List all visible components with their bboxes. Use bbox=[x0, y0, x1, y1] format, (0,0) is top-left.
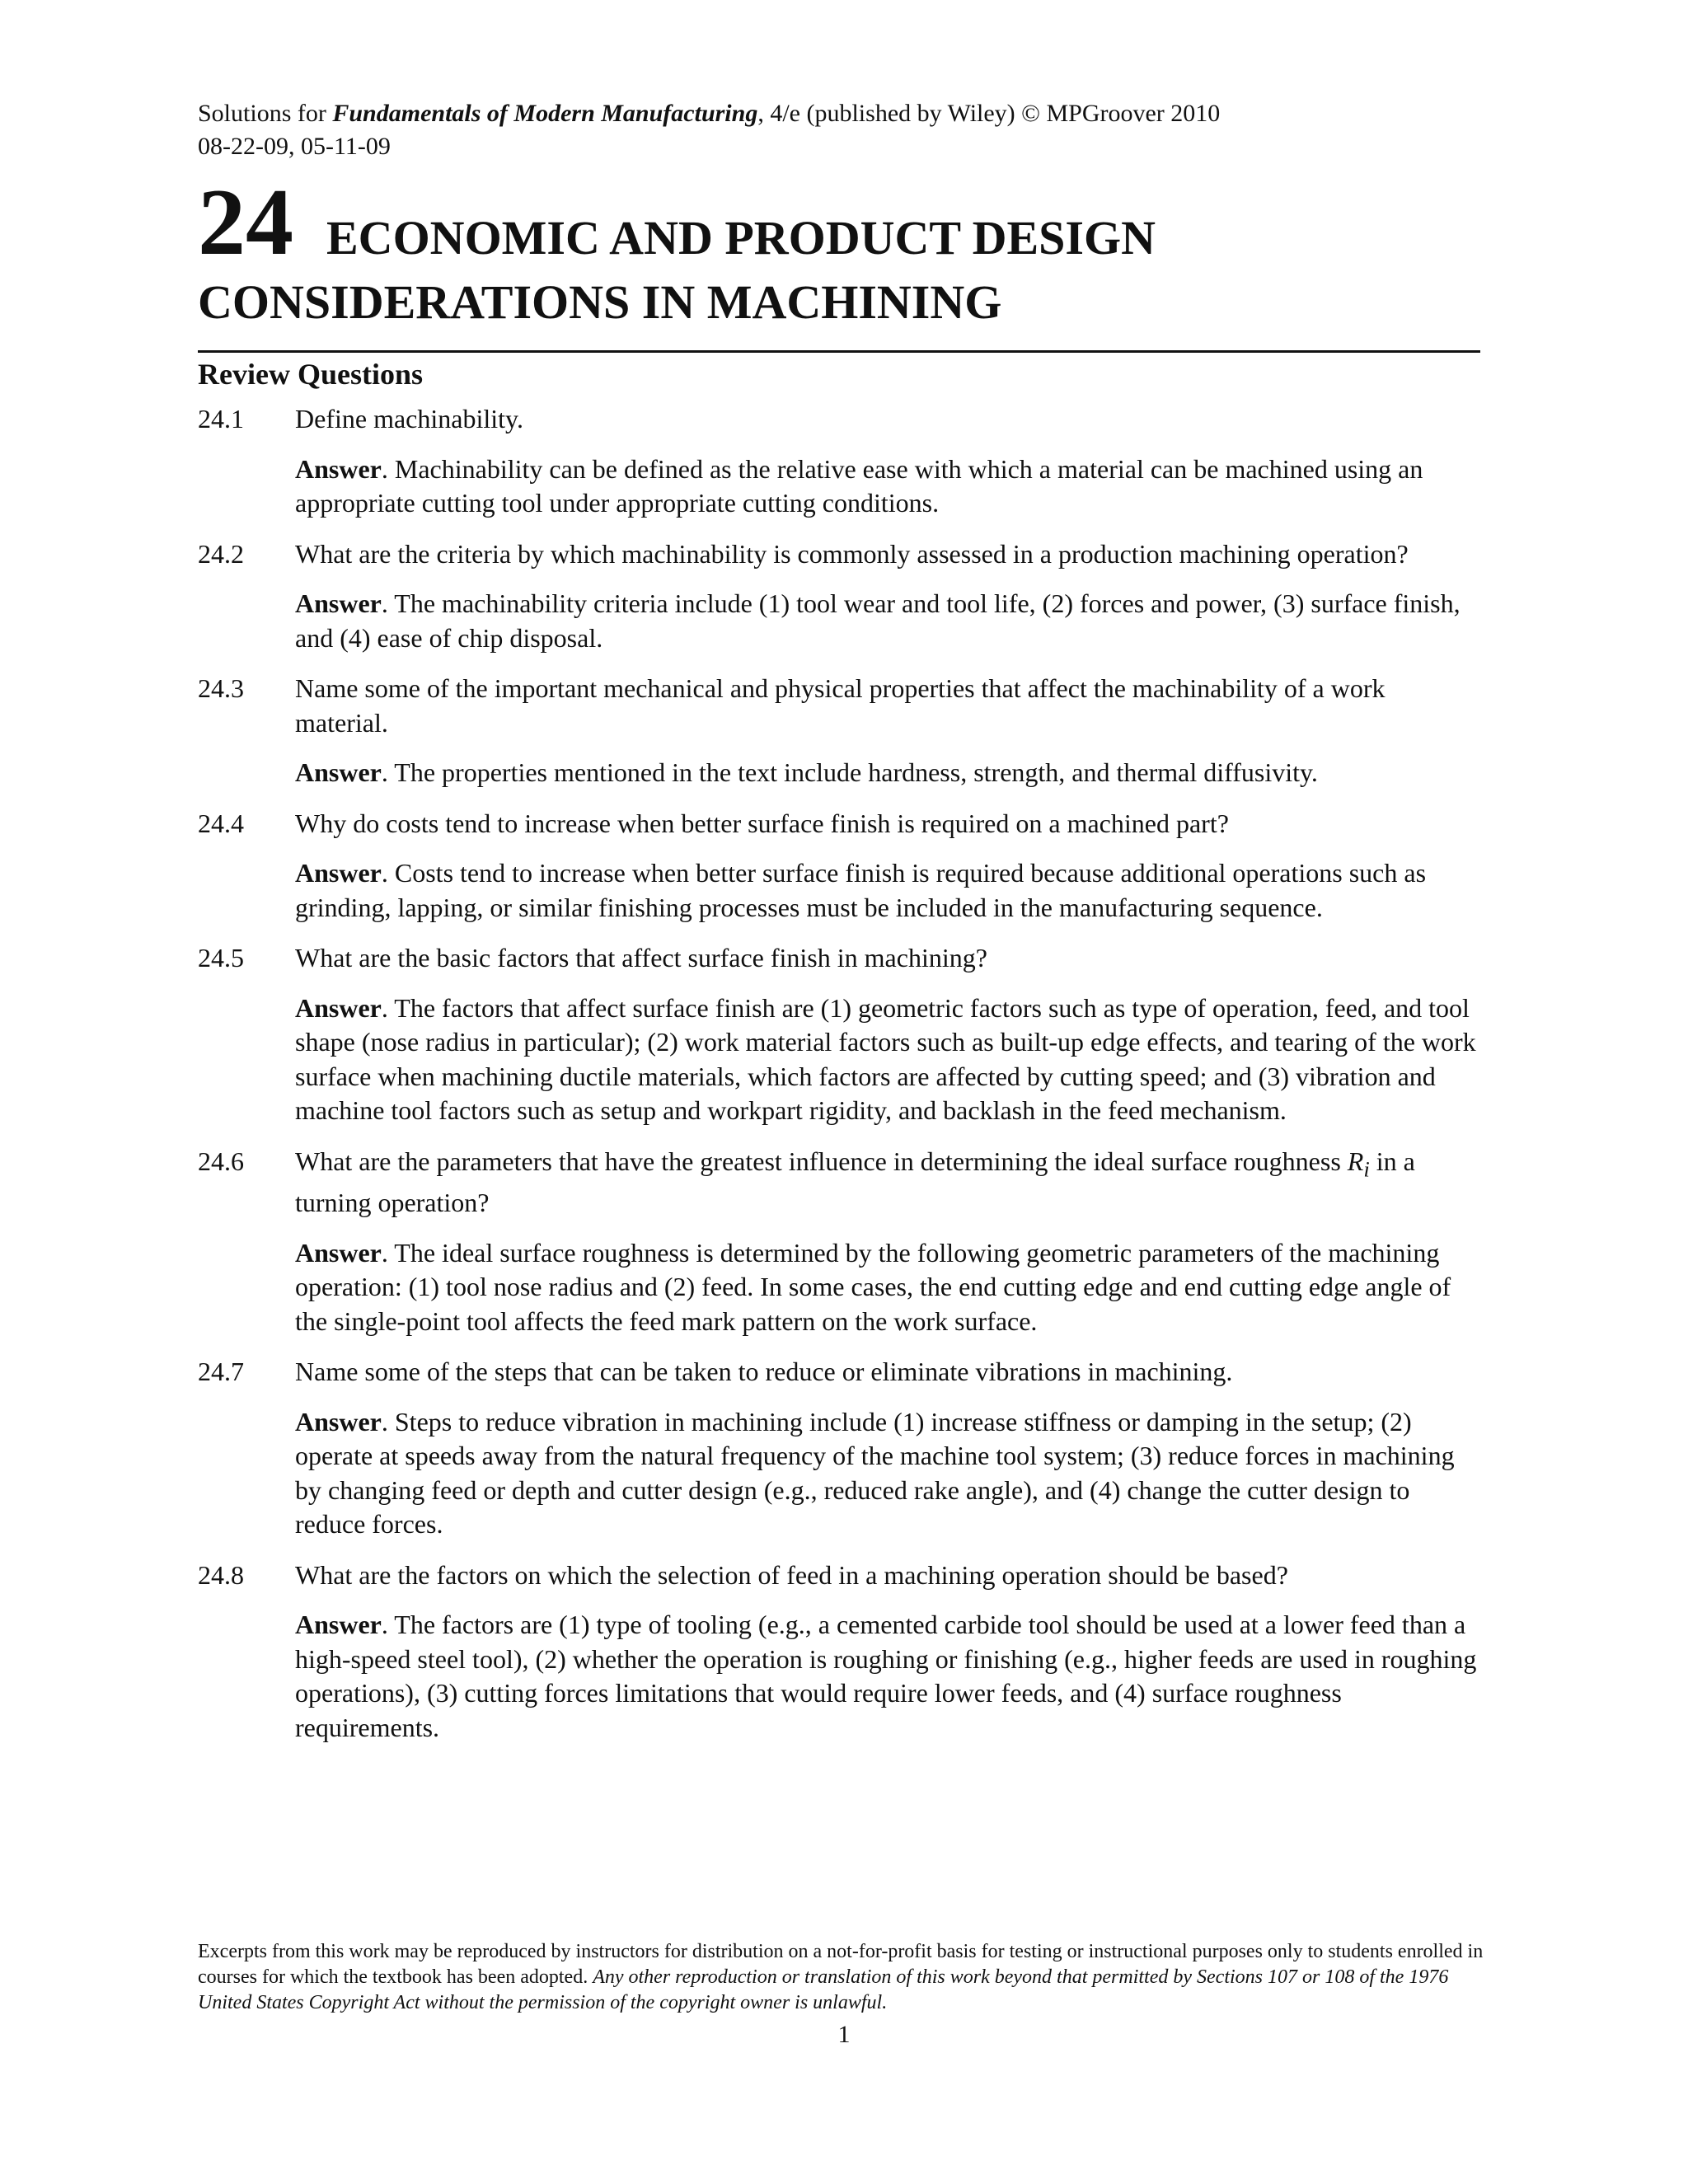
footer-legal-italic: Any other reproduction or translation of this work beyond that permitted by Sections 107 or 108 of the 1976 United States Copyright Act without the permission of the copyright owner is unlawful. bbox=[198, 1966, 1449, 2013]
question-number: 24.2 bbox=[198, 538, 244, 569]
answer-text bbox=[295, 991, 1484, 1128]
answer-label: Answer . bbox=[295, 993, 388, 1023]
header-book-title: Fundamentals of Modern Manufacturing bbox=[332, 100, 758, 127]
answer-label: Answer . bbox=[295, 1407, 388, 1436]
chapter-number: 24 bbox=[198, 170, 293, 275]
roughness-subscript: i bbox=[1363, 1155, 1370, 1181]
question-item bbox=[198, 1355, 1484, 1542]
question-text bbox=[295, 1145, 1484, 1221]
question-text: What are the criteria by which machinability is commonly assessed in a production machining operation? bbox=[295, 538, 1409, 569]
answer-text bbox=[295, 1236, 1484, 1339]
question-item bbox=[198, 1558, 1484, 1746]
answer-body: The machinability criteria include (1) tool wear and tool life, (2) forces and power, (3) surface finish, and (4) ease of chip disposal. bbox=[295, 588, 1461, 653]
answer-body: The factors are (1) type of tooling (e.g., a cemented carbide tool should be used at a lower feed than a high-speed steel tool), (2) whether the operation is roughing or finishing (e.g., higher feeds are used in roughing operations), (3) cutting forces limitations that would require lower feeds, and (4) surface roughness requirements. bbox=[295, 1610, 1477, 1742]
question-item bbox=[198, 1145, 1484, 1339]
question-number: 24.4 bbox=[198, 808, 244, 838]
title-divider bbox=[198, 350, 1480, 353]
question-text: What are the basic factors that affect surface finish in machining? bbox=[295, 943, 987, 972]
answer-body: The properties mentioned in the text include hardness, strength, and thermal diffusivity. bbox=[387, 757, 1318, 787]
chapter-title-line2: CONSIDERATIONS IN MACHINING bbox=[198, 275, 1002, 329]
question-item bbox=[198, 941, 1484, 1128]
question-text-part: in a turning operation? bbox=[295, 1146, 1415, 1218]
answer-text bbox=[295, 1405, 1484, 1542]
question-text: What are the factors on which the selection of feed in a machining operation should be based? bbox=[295, 1559, 1288, 1590]
answer-body: The ideal surface roughness is determined by the following geometric parameters of the machining operation: (1) tool nose radius and (2) feed. In some cases, the end cutting edge and end cutting edge angle of the single-point tool affects the feed mark pattern on the work surface. bbox=[295, 1237, 1451, 1336]
question-number: 24.5 bbox=[198, 943, 244, 972]
page-number: 1 bbox=[837, 2021, 851, 2048]
header-dates: 08-22-09, 05-11-09 bbox=[198, 133, 391, 160]
answer-body: Costs tend to increase when better surface finish is required because additional operations such as grinding, lapping, or similar finishing processes must be included in the manufacturing sequence. bbox=[295, 858, 1427, 922]
question-text: Name some of the steps that can be taken to reduce or eliminate vibrations in machining. bbox=[295, 1357, 1233, 1387]
question-number: 24.7 bbox=[198, 1357, 244, 1387]
question-text: Name some of the important mechanical and physical properties that affect the machinability of a work material. bbox=[295, 673, 1386, 738]
answer-text bbox=[295, 452, 1484, 521]
chapter-title-block bbox=[198, 170, 1484, 331]
question-number: 24.6 bbox=[198, 1146, 244, 1176]
question-text: Why do costs tend to increase when better surface finish is required on a machined part? bbox=[295, 808, 1229, 838]
question-item bbox=[198, 807, 1484, 926]
header-edition-info: , 4/e (published by Wiley) © MPGroover 2010 bbox=[757, 100, 1221, 127]
answer-label: Answer . bbox=[295, 1238, 388, 1268]
answer-label: Answer . bbox=[295, 858, 388, 888]
question-text-part: What are the parameters that have the greatest influence in determining the ideal surface roughness bbox=[295, 1146, 1348, 1176]
question-number: 24.3 bbox=[198, 673, 244, 703]
answer-label: Answer . bbox=[295, 1610, 388, 1639]
answer-label: Answer . bbox=[295, 454, 388, 484]
answer-label: Answer . bbox=[295, 588, 388, 618]
question-item bbox=[198, 537, 1484, 656]
answer-text bbox=[295, 756, 1484, 790]
question-item bbox=[198, 402, 1484, 521]
answer-body: The factors that affect surface finish are (1) geometric factors such as type of operation, feed, and tool shape (nose radius in particular); (2) work material factors such as built-up edge effects, and tearing of the work surface when machining ductile materials, which factors are affected by cutting speed; and (3) vibration and machine tool factors such as setup and workpart rigidity, and backlash in the feed mechanism. bbox=[295, 992, 1476, 1125]
question-number: 24.8 bbox=[198, 1559, 244, 1590]
review-questions-list bbox=[198, 402, 1484, 1761]
answer-label: Answer . bbox=[295, 757, 388, 787]
footer-notice: Excerpts from this work may be reproduced by instructors for distribution on a not-for-profit basis for testing or instructional purposes only to students enrolled in courses for which the textbook has been adopted. bbox=[198, 1941, 1484, 1988]
header-prefix: Solutions for bbox=[198, 100, 333, 127]
section-heading: Review Questions bbox=[198, 358, 423, 391]
chapter-title-line1: ECONOMIC AND PRODUCT DESIGN bbox=[326, 211, 1156, 265]
question-item bbox=[198, 672, 1484, 790]
roughness-symbol: R bbox=[1347, 1146, 1364, 1176]
copyright-footer bbox=[198, 1939, 1484, 2016]
running-header bbox=[198, 97, 1220, 130]
question-text: Define machinability. bbox=[295, 404, 523, 434]
answer-text bbox=[295, 587, 1484, 655]
question-number: 24.1 bbox=[198, 404, 244, 434]
answer-body: Machinability can be defined as the relative ease with which a material can be machined using an appropriate cutting tool under appropriate cutting conditions. bbox=[295, 453, 1423, 518]
answer-body: Steps to reduce vibration in machining include (1) increase stiffness or damping in the setup; (2) operate at speeds away from the natural frequency of the machine tool system; (3) reduce forces in machining by changing feed or depth and cutter design (e.g., reduced rake angle), and (4) change the cutter design to reduce forces. bbox=[295, 1406, 1455, 1540]
answer-text bbox=[295, 1608, 1484, 1745]
answer-text bbox=[295, 856, 1484, 925]
